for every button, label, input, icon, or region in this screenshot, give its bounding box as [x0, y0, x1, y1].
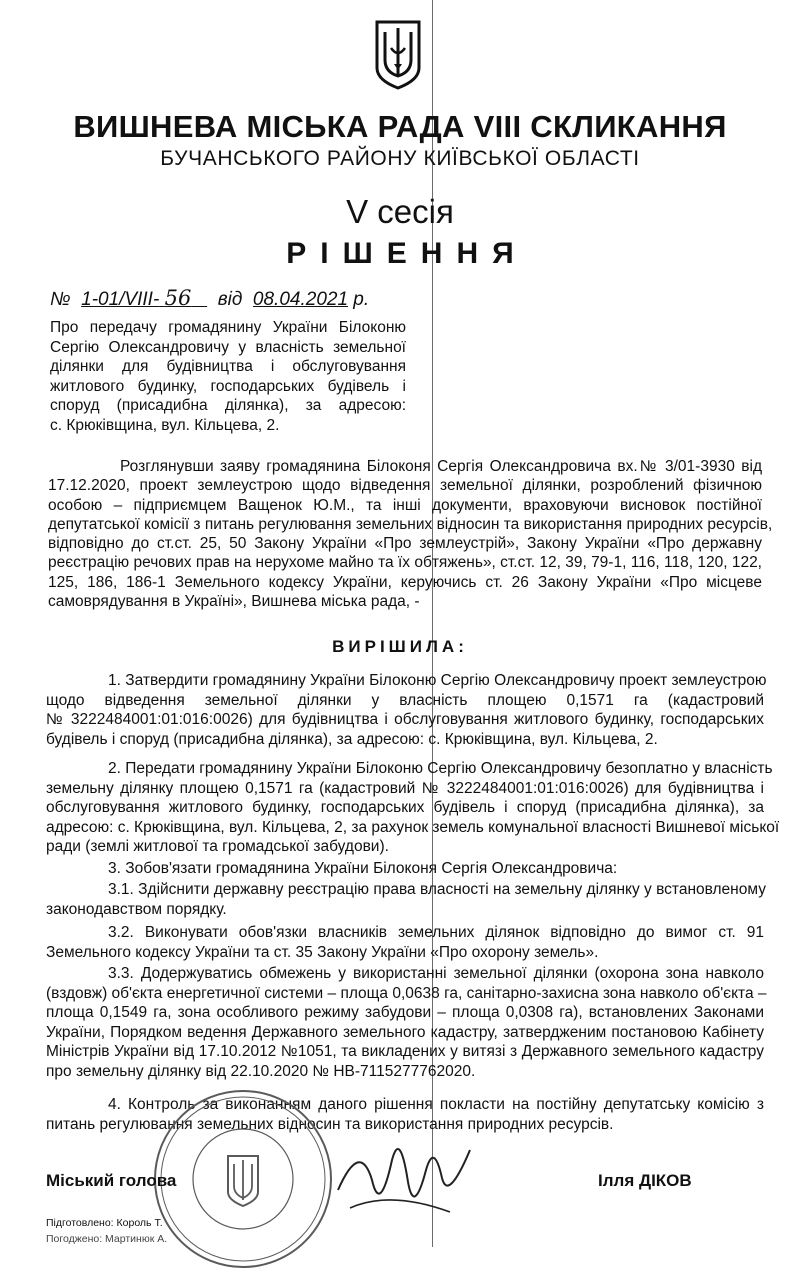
- preamble-line: 17.12.2020, проект землеустрою щодо відведення земельної ділянки, розроблений фізичною: [48, 477, 762, 495]
- item-line: 2. Передати громадянину України Білоконю Сергію Олександровичу безоплатно у власність: [108, 760, 773, 777]
- preamble-line: депутатської комісії з питань регулювання земельних відносин та використання природних ресурсів,: [48, 515, 773, 533]
- decision-item-3: [46, 859, 764, 879]
- subject-line: ділянки для будівництва і обслуговування: [50, 358, 406, 376]
- number-prefix: №: [50, 289, 71, 310]
- item-line: адресою: с. Крюківщина, вул. Кільцева, 2, за рахунок земель комунальної власності Вишневої міської: [46, 818, 780, 836]
- item-line: України, Порядком ведення Державного земельного кадастру, затвердженим постановою Кабінету: [46, 1023, 764, 1041]
- item-line: 1. Затвердити громадянину України Білоконю Сергію Олександровичу проект землеустрою: [108, 672, 767, 689]
- decision-item-3-2: [46, 923, 764, 962]
- preamble-line: реєстрацію речових прав на нерухоме майно та їх обтяжень», ст.ст. 12, 39, 79-1, 116, 118, 120, 122,: [48, 554, 762, 572]
- item-line: будівель і споруд (присадибна ділянка), за адресою: с. Крюківщина, вул. Кільцева, 2.: [46, 730, 658, 748]
- preamble-line: особою – підприємцем Ващенок Ю.М., та інші документи, враховуючи висновок постійної: [48, 496, 762, 514]
- handwritten-signature-icon: [330, 1120, 480, 1230]
- decision-item-2: [46, 759, 780, 857]
- preamble-line: відповідно до ст.ст. 25, 50 Закону України «Про землеустрій», Закону України «Про державну: [48, 535, 762, 553]
- item-line: Земельного кодексу України та ст. 35 Закону України «Про охорону земель».: [46, 943, 599, 961]
- item-line: 3.2. Виконувати обов'язки власників земельних ділянок відповідно до вимог ст. 91: [108, 924, 764, 941]
- decision-date: 08.04.2021: [252, 289, 349, 310]
- session-label: V сесія: [346, 193, 454, 230]
- tryzub-icon: [373, 18, 423, 92]
- signatory-name: Ілля ДІКОВ: [598, 1171, 692, 1190]
- item-line: питань регулювання земельних відносин та використання природних ресурсів.: [46, 1115, 614, 1133]
- prepared-by: Підготовлено: Король Т.: [46, 1217, 163, 1229]
- item-line: 3. Зобов'язати громадянина України Білоконя Сергія Олександровича:: [108, 860, 618, 877]
- preamble-line: самоврядування в Україні», Вишнева міська рада, -: [48, 593, 420, 611]
- item-line: площа 0,1549 га, зона особливого режиму забудови – площа 0,0308 га), встановлених Законами: [46, 1004, 764, 1021]
- decision-item-3-3: [46, 964, 767, 1081]
- decision-number: [81, 286, 207, 310]
- district-subtitle: БУЧАНСЬКОГО РАЙОНУ КИЇВСЬКОЇ ОБЛАСТІ: [160, 147, 640, 170]
- subject-line: житлового будинку, господарських будівель і: [50, 377, 406, 395]
- subject-line: споруд (присадибна ділянка), за адресою:: [50, 397, 406, 415]
- council-title: ВИШНЕВА МІСЬКА РАДА VIII СКЛИКАННЯ: [73, 109, 727, 144]
- seal-icon: [148, 1084, 338, 1274]
- document-type: РІШЕННЯ: [286, 237, 528, 270]
- decision-number-value: 1-01/VIII-: [81, 289, 160, 310]
- agreed-by: Погоджено: Мартинюк А.: [46, 1233, 168, 1245]
- item-line: обслуговування житлового будинку, господарських будівель і споруд (присадибна ділянка), за: [46, 799, 764, 816]
- item-line: щодо відведення земельної ділянки у власність площею 0,1571 га (кадастровий: [46, 691, 764, 709]
- item-line: 3.1. Здійснити державну реєстрацію права власності на земельну ділянку у встановленому: [108, 881, 766, 898]
- item-line: № 3222484001:01:016:0026) для будівництва і обслуговування житлового будинку, господарських: [46, 711, 764, 728]
- handwritten-number: 56: [164, 286, 192, 310]
- year-suffix: р.: [353, 289, 370, 310]
- item-line: 4. Контроль за виконанням даного рішення покласти на постійну депутатську комісію з: [108, 1096, 764, 1113]
- preamble-line: Розглянувши заяву громадянина Білоконя Сергія Олександровича вх.№ 3/01-3930 від: [120, 458, 762, 475]
- subject-line: Про передачу громадянину України Білоконю: [50, 319, 406, 336]
- subject-line: с. Крюківщина, вул. Кільцева, 2.: [50, 416, 280, 434]
- item-line: про земельну ділянку від 22.10.2020 № НВ-7115277762020.: [46, 1062, 476, 1080]
- item-line: 3.3. Додержуватись обмежень у використанні земельної ділянки (охорона зона навколо: [108, 965, 764, 982]
- item-line: Міністрів України від 17.10.2012 №1051, та викладених у витязі з Державного земельного кадастру: [46, 1043, 764, 1060]
- subject-line: Сергію Олександровичу у власність земельної: [50, 338, 406, 356]
- decision-number-line: [50, 285, 550, 313]
- item-line: ради (землі житлової та громадської забудови).: [46, 838, 389, 855]
- signatory-title: Міський голова: [46, 1171, 177, 1190]
- subject-block: [50, 318, 406, 436]
- from-label: від: [217, 289, 243, 310]
- item-line: законодавством порядку.: [46, 900, 227, 918]
- preamble-line: 125, 186, 186-1 Земельного кодексу України, керуючись ст. 26 Закону України «Про місцеве: [48, 573, 762, 591]
- item-line: земельну ділянку площею 0,1571 га (кадастровий № 3222484001:01:016:0026) для будівництва і: [46, 779, 764, 797]
- decision-item-1: [46, 671, 767, 749]
- item-line: (вздовж) об'єкта енергетичної системи – площа 0,0638 га, санітарно-захисна зона навколо об'єкта –: [46, 984, 767, 1002]
- decision-item-3-1: [46, 880, 764, 919]
- resolved-heading: ВИРІШИЛА:: [332, 637, 468, 656]
- preamble-paragraph: [48, 457, 773, 611]
